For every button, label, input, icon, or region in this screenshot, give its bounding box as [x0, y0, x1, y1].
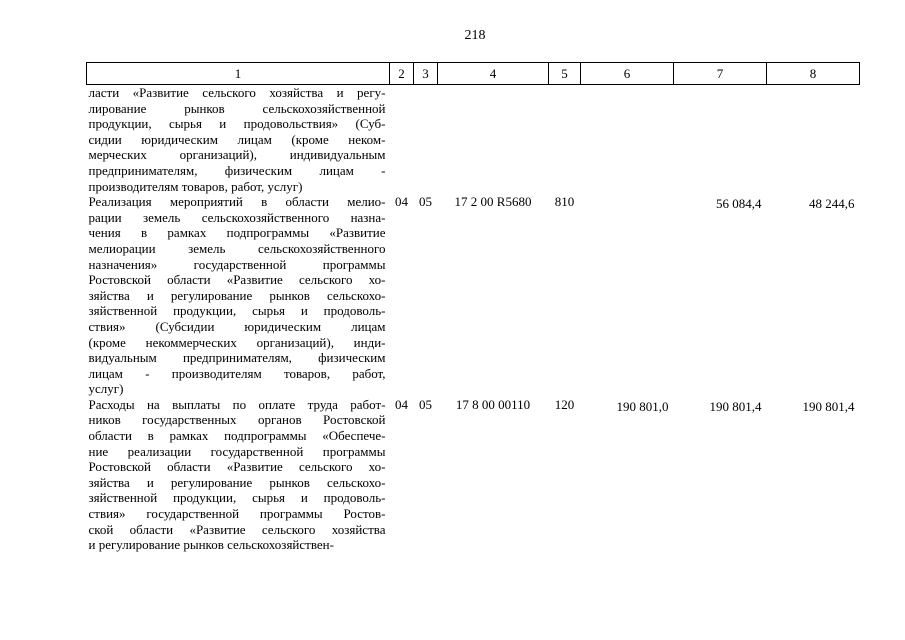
- section-code: 05: [419, 194, 432, 210]
- description-line: Реализация мероприятий в области мелио-: [88, 194, 386, 210]
- row-description: [87, 194, 390, 397]
- section-code: [414, 85, 438, 195]
- expense-type-code: [549, 85, 581, 195]
- description-line: рации земель сельскохозяйственного назна-: [88, 209, 386, 225]
- description-line: ние реализации государственной программы: [88, 443, 386, 459]
- description-line: Ростовской области «Развитие сельского хо-: [88, 272, 386, 288]
- amount-col-7: 190 801,4: [709, 398, 762, 414]
- budget-table: [86, 62, 860, 553]
- header-cell-8: 8: [767, 63, 860, 85]
- description-line: продукции, сырья и продовольствия» (Суб-: [88, 116, 386, 132]
- amount-col-8: 190 801,4: [802, 398, 855, 414]
- description-line: мерческих организаций), индивидуальным: [88, 147, 386, 163]
- description-line: и регулирование рынков сельскохозяйствен-: [88, 537, 334, 553]
- amount-col-7: [674, 85, 767, 195]
- expense-type-code: 120: [554, 396, 575, 412]
- description-line: чения в рамках подпрограммы «Развитие: [88, 225, 386, 241]
- description-line: ствия» (Субсидии юридическим лицам: [88, 318, 386, 334]
- header-cell-1: 1: [87, 63, 390, 85]
- description-line: зяйственной продукции, сырья и продоволь-: [88, 490, 386, 506]
- row-description: [87, 397, 390, 553]
- amount-col-6: 190 801,0: [616, 398, 669, 414]
- row-description: [87, 85, 390, 195]
- table-row: [87, 397, 860, 553]
- amount-col-8: 48 244,6: [809, 196, 855, 212]
- description-line: ствия» государственной программы Ростов-: [88, 506, 386, 522]
- description-line: видуальным предпринимателям, физическим: [88, 350, 386, 366]
- description-line: услуг): [88, 381, 124, 397]
- description-line: Расходы на выплаты по оплате труда работ-: [88, 396, 386, 412]
- target-article-code: 17 8 00 00110: [455, 396, 531, 412]
- description-line: зяйственной продукции, сырья и продоволь-: [88, 303, 386, 319]
- target-article-code: 17 2 00 R5680: [454, 194, 532, 210]
- header-cell-2: 2: [390, 63, 414, 85]
- description-line: ласти «Развитие сельского хозяйства и регу-: [88, 85, 386, 100]
- description-line: области в рамках подпрограммы «Обеспече-: [88, 428, 386, 444]
- description-line: лицам - производителям товаров, работ,: [88, 365, 386, 381]
- description-line: назначения» государственной программы: [88, 256, 386, 272]
- expense-type-code: 810: [554, 194, 575, 210]
- ministry-code: 04: [395, 194, 408, 210]
- description-line: производителям товаров, работ, услуг): [88, 178, 303, 194]
- description-line: Ростовской области «Развитие сельского хо-: [88, 459, 386, 475]
- header-row: [87, 63, 860, 85]
- table-row: [87, 85, 860, 195]
- description-line: (кроме некоммерческих организаций), инди-: [88, 334, 386, 350]
- amount-col-7: 56 084,4: [716, 196, 762, 212]
- amount-col-8: [767, 85, 860, 195]
- description-line: ников государственных органов Ростовской: [88, 412, 386, 428]
- ministry-code: [390, 85, 414, 195]
- target-article-code: [438, 85, 549, 195]
- description-line: лирование рынков сельскохозяйственной: [88, 100, 386, 116]
- amount-col-6: [581, 85, 674, 195]
- ministry-code: 04: [395, 396, 408, 412]
- description-line: мелиорации земель сельскохозяйственного: [88, 240, 386, 256]
- header-cell-6: 6: [581, 63, 674, 85]
- description-line: ской области «Развитие сельского хозяйства: [88, 521, 386, 537]
- section-code: 05: [419, 396, 432, 412]
- header-cell-5: 5: [549, 63, 581, 85]
- header-cell-3: 3: [414, 63, 438, 85]
- amount-col-6: [581, 194, 674, 397]
- table-row: [87, 194, 860, 397]
- header-cell-7: 7: [674, 63, 767, 85]
- description-line: зяйства и регулирование рынков сельскохо-: [88, 287, 386, 303]
- page-number: 218: [464, 28, 486, 43]
- description-line: предпринимателям, физическим лицам -: [88, 162, 386, 178]
- header-cell-4: 4: [438, 63, 549, 85]
- description-line: сидии юридическим лицам (кроме неком-: [88, 131, 386, 147]
- description-line: зяйства и регулирование рынков сельскохо-: [88, 474, 386, 490]
